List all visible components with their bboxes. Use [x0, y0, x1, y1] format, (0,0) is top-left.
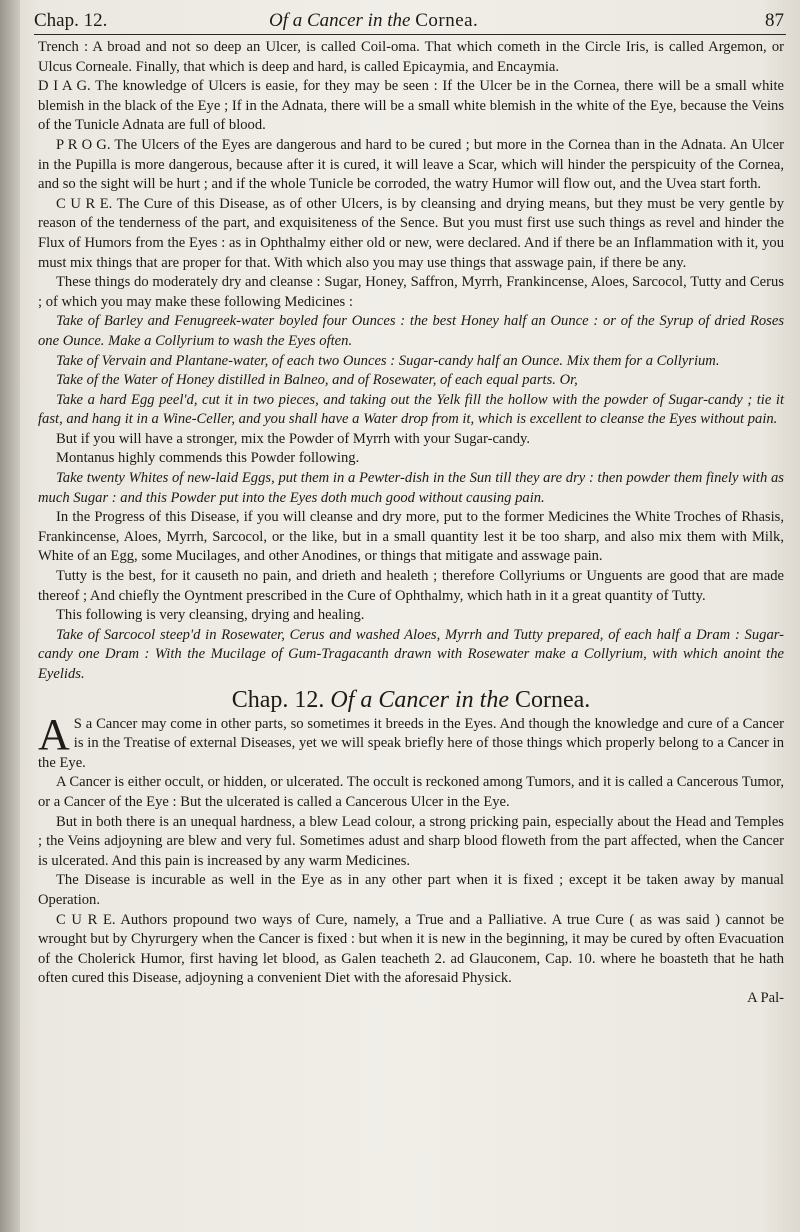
recipe-paragraph: Take twenty Whites of new-laid Eggs, put them in a Pewter-dish in the Sun till they are dry : then powder them finely with as much Sugar : and this Powder put into the Eyes doth much good without causing pain.	[38, 470, 784, 506]
opening-paragraph-text: S a Cancer may come in other parts, so sometimes it breeds in the Eyes. And though the knowledge and cure of a Cancer is in the Treatise of external Diseases, yet we will speak briefly here of those things which properly belong to a Cancer in the Eye.	[38, 715, 784, 771]
paragraph: Tutty is the best, for it causeth no pain, and drieth and healeth ; therefore Collyriums or Unguents are good that are made thereof ; And chiefly the Oyntment prescribed in the Cure of Ophthalmy, which hath in it a great quantity of Tutty.	[38, 568, 784, 604]
paragraph: These things do moderately dry and cleanse : Sugar, Honey, Saffron, Myrrh, Frankincense, Aloes, Sarcocol, Tutty and Cerus ; of which you may make these following Medicines :	[38, 274, 784, 310]
header-title-italic: Of a Cancer in the	[269, 10, 411, 31]
paragraph: Montanus highly commends this Powder following.	[56, 450, 360, 467]
chapter-heading-roman: Cornea.	[515, 686, 591, 713]
chapter-heading	[38, 685, 784, 715]
opening-paragraph	[38, 709, 784, 774]
recipe-paragraph: Take of Sarcocol steep'd in Rosewater, Cerus and washed Aloes, Myrrh and Tutty prepared, of each half a Dram : Sugar-candy one Dram : With the Mucilage of Gum-Tragacanth drawn with Rosewater make a Collyrium, with which anoint the Eyelids.	[38, 626, 784, 682]
paragraph: But in both there is an unequal hardness, a blew Lead colour, a strong pricking pain, especially about the Head and Temples ; the Veins adjoyning are blew and very ful. Sometimes adust and sharp blood floweth from the part affected, when the Cancer is ulcerated. And this pain is increased by any warm Medicines.	[38, 813, 784, 869]
paragraph: But if you will have a stronger, mix the Powder of Myrrh with your Sugar-candy.	[56, 430, 531, 447]
paragraph: A Cancer is either occult, or hidden, or ulcerated. The occult is reckoned among Tumors, and it is called a Cancerous Tumor, or a Cancer of the Eye : But the ulcerated is called a Cancerous Ulcer in the Eye.	[38, 774, 784, 810]
header-chapter: Chap. 12.	[34, 10, 108, 31]
recipe-paragraph: Take of Vervain and Plantane-water, of each two Ounces : Sugar-candy half an Ounce. Mix them for a Collyrium.	[56, 352, 720, 369]
recipe-paragraph: Take a hard Egg peel'd, cut it in two pieces, and taking out the Yelk fill the hollow with the powder of Sugar-candy ; tie it fast, and hang it in a Wine-Celler, and you shall have a Water drop from it, which is excellent to cleanse the Eyes without pain.	[38, 391, 784, 428]
running-header	[34, 8, 786, 35]
chapter-heading-italic: Of a Cancer in the	[330, 686, 509, 713]
page-number: 87	[765, 10, 784, 31]
header-title-roman: Cornea.	[415, 10, 479, 31]
catchword: A Pal-	[747, 989, 784, 1006]
page-gutter-shadow	[0, 0, 20, 1232]
body-text	[38, 38, 784, 1009]
recipe-paragraph: Take of Barley and Fenugreek-water boyled four Ounces : the best Honey half an Ounce : or of the Syrup of dried Roses one Ounce. Make a Collyrium to wash the Eyes often.	[38, 313, 784, 349]
header-title	[269, 10, 478, 32]
paragraph: This following is very cleansing, drying and healing.	[56, 607, 365, 624]
drop-cap: A	[38, 709, 70, 759]
paragraph-cure-2: C U R E. Authors propound two ways of Cure, namely, a True and a Palliative. A true Cure ( as was said ) cannot be wrought but by Chyrurgery when the Cancer is fixed : but when it is new in the beginning, it may be cured by often Evacuation of the Cholerick Humor, first having let blood, as Galen teacheth 2. ad Glauconem, Cap. 10. where he boasteth that he hath often cured this Disease, adjoyning a convenient Diet with the aforesaid Physick.	[38, 911, 784, 987]
recipe-paragraph: Take of the Water of Honey distilled in Balneo, and of Rosewater, of each equal parts. Or,	[56, 372, 578, 389]
chapter-heading-prefix: Chap. 12.	[231, 686, 325, 713]
paragraph-cure: C U R E. The Cure of this Disease, as of other Ulcers, is by cleansing and drying means, but they must be very gentle by reason of the tenderness of the part, and exquisiteness of the Sence. But you must first use such things as revel and hinder the Flux of Humors from the Eyes : as in Ophthalmy either old or new, were declared. And if there be an Inflammation with it, you must mix things that are proper for that. With which also you may use things that asswage pain, if there be any.	[38, 195, 784, 271]
paragraph-diagnosis: D I A G. The knowledge of Ulcers is easie, for they may be seen : If the Ulcer be in the Cornea, there will be a small white blemish in the black of the Eye ; If in the Adnata, there will be a small white blemish in the white of the Eye, because the Veins of the Tunicle Adnata are full of blood.	[38, 78, 784, 134]
paragraph: The Disease is incurable as well in the Eye as in any other part when it is fixed ; except it be taken away by manual Operation.	[38, 872, 784, 908]
paragraph: In the Progress of this Disease, if you will cleanse and dry more, put to the former Medicines the White Troches of Rhasis, Frankincense, Aloes, Myrrh, Sarcocol, or the like, but in a small quantity lest it be too sharp, and also mix them with Milk, White of an Egg, some Mucilages, and other Anodines, or things that mitigate and asswage pain.	[38, 509, 784, 565]
paragraph-prognosis: P R O G. The Ulcers of the Eyes are dangerous and hard to be cured ; but more in the Cornea than in the Adnata. An Ulcer in the Pupilla is more dangerous, because after it is cured, it will leave a Scar, which will hinder the perspicuity of the Cornea, and so the sight will be hurt ; and if the whole Tunicle be corroded, the watry Humor will flow out, and the Uvea start forth.	[38, 136, 784, 193]
paragraph: Trench : A broad and not so deep an Ulcer, is called Coil-oma. That which cometh in the Circle Iris, is called Argemon, or Ulcus Corneale. Finally, that which is deep and hard, is called Epicaymia, and Encaymia.	[38, 39, 784, 75]
